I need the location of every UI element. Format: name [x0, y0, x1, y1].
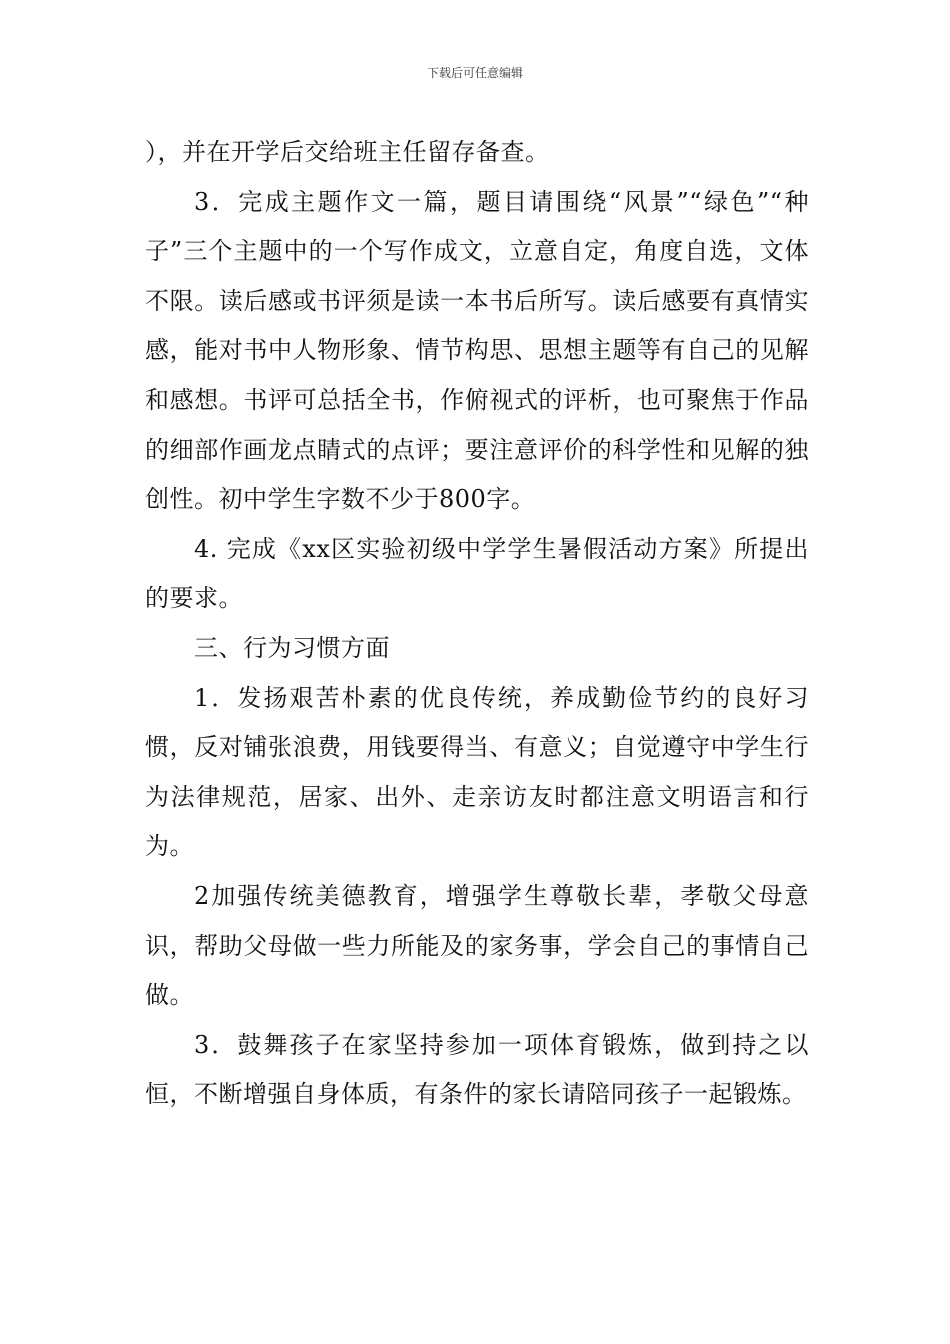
paragraph-item-4-plan: 4. 完成《xx区实验初级中学学生暑假活动方案》所提出的要求。 — [145, 534, 809, 613]
page-header — [0, 64, 950, 82]
document-body — [145, 128, 809, 1120]
paragraph-continuation: ），并在开学后交给班主任留存备查。 — [145, 138, 550, 166]
paragraph-behavior-3: 3．鼓舞孩子在家坚持参加一项体育锻炼，做到持之以恒，不断增强自身体质，有条件的家长请陪同孩子一起锻炼。 — [145, 1030, 809, 1109]
paragraph-behavior-2: 2加强传统美德教育，增强学生尊敬长辈，孝敬父母意识，帮助父母做一些力所能及的家务事，学会自己的事情自己做。 — [145, 881, 809, 1010]
paragraph-item-3-essay: 3．完成主题作文一篇，题目请围绕“风景”“绿色”“种子”三个主题中的一个写作成文，立意自定，角度自选，文体不限。读后感或书评须是读一本书后所写。读后感要有真情实感，能对书中人物形象、情节构思、思想主题等有自己的见解和感想。书评可总括全书，作俯视式的评析，也可聚焦于作品的细部作画龙点睛式的点评；要注意评价的科学性和见解的独创性。初中学生字数不少于800字。 — [145, 187, 809, 514]
paragraph-behavior-1: 1．发扬艰苦朴素的优良传统，养成勤俭节约的良好习惯，反对铺张浪费，用钱要得当、有意义；自觉遵守中学生行为法律规范，居家、出外、走亲访友时都注意文明语言和行为。 — [145, 683, 809, 861]
header-note: 下载后可任意编辑 — [426, 66, 523, 80]
section-heading-behavior: 三、行为习惯方面 — [194, 633, 390, 662]
